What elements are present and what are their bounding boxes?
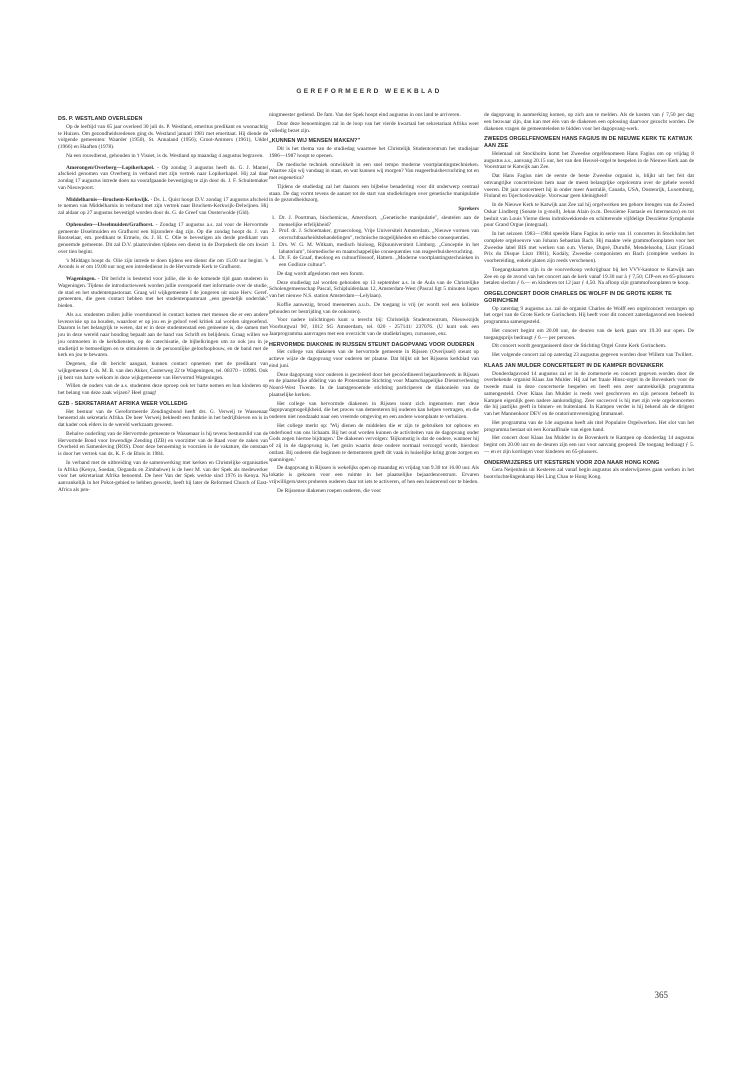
paragraph: Koffie aanwezig, brood meenemen a.u.b.. De toegang is vrij (er wordt wel een kollekte gehouden ter bestrijding van de onkosten). [269, 301, 479, 315]
paragraph: Gera Neijenhuis uit Kesteren zal vanaf begin augustus als onderwijzeres gaan werken in het bootvluchtelingenkamp Hei Ling Chau te Hong Kong. [484, 467, 694, 480]
paragraph: Op de leeftijd van 65 jaar overleed 30 juli ds. P. Westland, emeritus predikant en woonachtig te Huizen. Om gezondheidsredenen ging ds. Westland januari 1981 met emeritaat. Hij diende de volgende gemeenten: Waarder (1950), St. Annaland (1956), Groot-Ammers (1961), Uddel (1966) en Haaften (1978). [58, 123, 268, 150]
paragraph: Willen de ouders van de a.s. studenten deze oproep ook ter harte nemen en hun kinderen op het belang van deze zaak wijzen? Heel graag! [58, 383, 268, 396]
paragraph: Na een rouwdienst, gehouden in 't Visnet, is ds. Westland op maandag 4 augustus begraven. [66, 152, 264, 159]
article-title: ZWEEDS ORGELFENOMEEN HANS FAGIUS IN DE NIEUWE KERK TE KATWIJK AAN ZEE [484, 136, 693, 149]
paragraph-text: - Dit bericht is bestemd voor jullie, die in de komende tijd gaan studeren in Wageningen. Tijdens de introductieweek worden jullie overspoeld met informatie over de studie, de stad en het studentenpastoraat. Graag wil wijkgemeente I de jongeren uit onze Herv. Geref. gemeenten, die geen contact hebben met het studentenpastoraat „een geestelijk onderdak" bieden. [58, 276, 268, 309]
page-number: 365 [654, 990, 668, 1000]
speakers-list [269, 215, 479, 269]
paragraph: de dagopvang in aanmerking komen, op zich aan te melden. Als de kosten van ƒ 7,50 per dag een bezwaar zijn, dan kan met één van de diakenen een oplossing daarvoor gezocht worden. De diakenen vragen de gemeenteleden te bidden voor het dagopvang-werk. [484, 112, 694, 132]
paragraph: ningmeester gediend. De fam. Van der Spek hoopt eind augustus in ons land te arriveren. [269, 112, 461, 118]
article-title: „KUNNEN WIJ MENSEN MAKEN?" [269, 138, 361, 145]
paragraph: Het concert door Klaas Jan Mulder in de Bovenkerk te Kampen op donderdag 14 augustus begint om 20.00 uur en de deuren zijn een uur voor aanvang geopend. De toegang bedraagt ƒ 5.— en er zijn kortingen voor kinderen en 65-plussers. [484, 435, 694, 455]
article-title: KLAAS JAN MULDER CONCERTEERT IN DE KAMPER BOVENKERK [484, 362, 664, 369]
paragraph: Het college van diakenen van de hervormde gemeente in Rijssen (Overijssel) steunt op actieve wijze de dagopvang voor ouderen ter plaatse. Dat blijkt uit het Rijssens kerkblad van eind juni. [269, 349, 479, 369]
paragraph: Degenen, die dit bericht aangaat, kunnen contact opnemen met de predikant van wijkgemeente I, ds. M. B. van den Akker, Costerweg 22 te Wageningen, tel. 08370 - 10996. Ook jij bent van harte welkom in deze wijkgemeente van Hervormd Wageningen. [58, 361, 268, 381]
paragraph: Het concert begint om 20.00 uur, de deuren van de kerk gaan om 19.30 uur open. De toegangsprijs bedraagt ƒ 6.— per persoon. [484, 327, 694, 341]
speakers-heading: Sprekers [458, 206, 479, 212]
article-title: ONDERWIJZERES UIT KESTEREN VOOR ZOA NAAR HONG KONG [484, 459, 660, 466]
paragraph: De dag wordt afgesloten met een forum. [277, 270, 364, 277]
paragraph: Deze dagopvang voor ouderen is gecreëerd door het gecoördineerd bejaardenwerk in Rijssen en de plaatselijke afdeling van de Protestantse Stichting voor Maatschappelijke Dienstverlening Noord-West Twente. In de laatstgenoemde stichting participeren de diakonieën van de plaatselijke kerken. [269, 371, 479, 398]
paragraph-text: - Op zondag 3 augustus heeft ds. G. J. Mantel afscheid genomen van Overberg in verband met zijn vertrek naar Lopikerkapel. Hij zal daar zondag 17 augustus intrede doen na voorafgaande bevestiging te zijn door ds. J. F. Schuitemaker van Nieuwpoort. [58, 164, 268, 191]
paragraph: Het college merkt op: 'Wij dienen de middelen die er zijn te gebruiken tot opbouw en onderhoud van ons lichaam. Bij het oud worden kunnen de activiteiten van de dagopvang onder Gods zegen hiertoe bijdragen.' De diakenen vervolgen: 'Bijkomstig is dat de oudere, wanneer hij of zij in de dagopvang is, het gezin waarin deze oudere normaal verzorgd wordt, hierdoor ontlast. Bij ouderen die beginnen te dementeren geeft dit vaak in huiselijke kring grote zorgen en spanningen.' [269, 422, 479, 463]
paragraph: Het college van hervormde diakenen in Rijssen toont zich ingenomen met deze dagopvangmogelijkheid, die het proces van dementeren bij ouderen kan helpen vertragen, en die ouderen niet noodzaakt naar een vreemde omgeving en een andere woonplaats te verhuizen. [269, 400, 479, 420]
paragraph: Helemaal uit Stockholm komt het Zweedse orgelfenomeen Hans Fagius om op vrijdag 8 augustus a.s., aanvang 20.15 uur, het van den Heuvel-orgel te bespelen in de Nieuwe Kerk aan de Voorstraat te Katwijk aan Zee. [484, 150, 694, 171]
paragraph [58, 276, 268, 310]
paragraph: Voor nadere inlichtingen kunt u terecht bij: Christelijk Studentcentrum, Nieuwezijds Voorburgwal 96', 1012 SG Amsterdam, tel. 020 - 257141/ 237076. (U kunt ook een Jaarprogramma aanvragen met een overzicht van de studiekringen, cursussen, enz. [269, 317, 479, 337]
paragraph: De dagopvang in Rijssen is wekelijks open op maandag en vrijdag van 9.30 tot 16.00 uur. Als lokatie is gekozen voor een ruimte in het plaatselijke bejaardencentrum. Ervaren vrijwilligers/sters proberen ouderen daar tot iets te activeren, of hen een huisterend oor te bieden. [269, 465, 479, 485]
paragraph-lead: Amerongen/Overberg—Lopikerkapel. [66, 164, 155, 171]
article-title: HERVORMDE DIAKONIE IN RIJSSEN STEUNT DAGOPVANG VOOR OUDEREN [269, 341, 475, 348]
article-title: GZB - SEKRETARIAAT AFRIKA WEER VOLLEDIG [58, 400, 188, 407]
paragraph-lead: Opheusden—IJsselmuiden/Grafhorst. [66, 221, 154, 228]
article-title: DS. P. WESTLAND OVERLEDEN [58, 116, 143, 122]
paragraph: De Rijssense diakenen roepen ouderen, die voor [277, 487, 382, 494]
paragraph: Behalve ouderling van de Hervormde gemeente te Wassenaar is hij tevens bestuurslid van de Hervormde Bond voor Inwendige Zending (IZB) en voorzitter van de Raad voor de zaken van Overheid en Samenleving (ROS). Door deze benoeming is voorzien in de vakature, die ontstaan is door het vertrek van ds. K. F. de Blois in 1984. [58, 430, 268, 457]
paragraph: Dit concert wordt georganiseerd door de Stichting Orgel Grote Kerk Gorinchem. [492, 343, 667, 350]
paragraph: In de Nieuwe Kerk te Katwijk aan Zee zal hij orgelwerken ten gehore brengen van de Zweed Oskar Lindberg (Sonate in g-moll), Jehan Alain (o.m. Deuxième Fantasie en Intermezzo) en tot besluit van Louis Vierne diens indrukwekkende en schitterende vijfdelige Deuxième Symphonie pour Grand Orgue (integraal). [484, 202, 694, 229]
paragraph: Op zaterdag 9 augustus a.s. zal de organist Charles de Wolff een orgelconcert verzorgen op het orgel van de Grote Kerk te Gorinchem. Hij heeft voor dit concert zaterdagavond een boeiend programma samengesteld. [484, 305, 694, 325]
paragraph-lead: Middelharnis—Bruchem-Kerkwijk. [66, 196, 150, 203]
paragraph: Donderdagavond 14 augustus zal er in de zomerserie en concert gegeven worden door de overbekende organist Klaas Jan Mulder. Hij zal het fraaie Hinsz-orgel in de Bovenkerk voor de tweede maal in deze concertserie bespelen en heeft een zeer aantrekkelijk programma samengesteld. Over Klaas Jan Mulder is reeds veel geschreven en zijn persoon behoeft in Kampen eigenlijk geen nadere aankondiging. Zeer succesvol is hij met zijn vele orgelconcerten die hij jaarlijks geeft in binnen- en buitenland. In Kampen verder is hij bekend als de dirigent van het Mannenkoor DEV en de oratoriumvereniging Immanuel. [484, 370, 694, 417]
paragraph: Als a.s. studenten zullen jullie voortdurend in contact komen met mensen die er een andere levensvisie op na houden, waardoor er op jou en je geloof veel kritiek zal worden uitgeoefend. Daarom is het belangrijk te weten, dat er in deze studentenstad een gemeente is, die samen met jou in deze wereld naar houding bepaalt aan de hand van Schrift en belijdenis. Graag willen we jou ontmoeten in de kerkdiensten, op de catechisatie, de bijbelkringen om zo ook jou in je studietijd te bemoedigen en te stimuleren in de persoonlijke geloofsopbouw, en de band met de kerk en jou te bewaren. [58, 311, 268, 359]
column-3 [484, 112, 694, 483]
paragraph: Deze studiedag zal worden gehouden op 13 september a.s. in de Aula van de Christelijke Scholengemeenschap Pascal, Schipluidenlaan 12, Amsterdam-West (Pascal ligt 5 minuten lopen van het nieuwe N.S. station Amsterdam—Lelylaan). [269, 279, 479, 299]
paragraph: Het volgende concert zal op zaterdag 23 augustus gegeven worden door Willem van Twillert. [492, 352, 693, 358]
paragraph: Het programma van de 14e augustus heeft als titel Populaire Orgelwerken. Het slot van het programma bestaat uit een Koraalfinale van eigen hand. [484, 419, 694, 433]
paragraph: Dit is het thema van de studiedag waarmee het Christelijk Studentcentrum het studiejaar 1986—1987 hoopt te openen. [269, 146, 479, 159]
paragraph: In het seizoen 1983—1984 speelde Hans Fagius in serie van 11 concerten in Stockholm het complete orgeloeuvre van Johann Sebastian Bach. Hij maakte vele grammofoonplaten voor het Zweedse label BIS met werken van o.m. Vierne, Dupré, Duruflé, Mendelssohn, Liszt (Grand Prix du Disque Liszt 1981), Kodály, Zweedse componisten en Bach (complete werken in voorbereiding, enkele platen zijn reeds verschenen). [484, 231, 694, 264]
paragraph [58, 165, 268, 192]
paragraph: De medische techniek ontwikkelt in een snel tempo moderne voortplantingstechnieken. Waartoe zijn wij vandaag in staat, en wat kunnen wij morgen? Van reageerbuisbevruchting tot en met eugenetica? [269, 161, 479, 181]
paragraph: Toegangskaarten zijn in de voorverkoop verkrijgbaar bij het VVV-kantoor te Katwijk aan Zee en op de avond van het concert aan de kerk vanaf 19.30 uur à ƒ 7,50; CJP-ers en 65-plussers betalen slechts ƒ 6.— en kinderen tot 12 jaar ƒ 4,50. Na afloop zijn grammofoonplaten te koop. [484, 266, 694, 287]
paragraph-text: - Zondag 17 augustus a.s. zal voor de Hervormde gemeente IJsselmuiden en Grafhorst een bijzondere dag zijn. Op die zondag hoopt ds. J. van Rootselaar, em. predikant te Ermelo, ds. J. H. C. Olie te bevestigen als derde predikant van genoemde gemeente. Dit zal D.V. plaatsvinden tijdens een dienst in de Dorpskerk die om kwart over tien begint. [58, 221, 268, 255]
paragraph: Het bestuur van de Gereformeerde Zendingsbond heeft drs. G. Verweij te Wassenaar benoemd als sekretaris Afrika. De heer Verweij bekleedt een funktie in het bedrijfsleven en is in dat kader ook elders in de wereld werkzaam geweest. [58, 408, 268, 428]
paragraph [58, 222, 268, 256]
paragraph-lead: Wageningen. [66, 276, 96, 282]
paragraph: In verband met de uitbreiding van de samenwerking met kerken en Christelijke organisaties in Afrika (Kenya, Soedan, Oeganda en Zimbabwe) is de heer M. van der Spek als medewerker voor het sekretariaat Afrika benoemd. De heer Van der Spek werkte sind 1976 in Kenya. Na aanvankelijk in het Pokot-gebied te hebben gewerkt, heeft hij later de Reformed Church of East-Africa als pen- [58, 459, 268, 493]
column-2 [269, 112, 479, 496]
paragraph: Dat Hans Fagius niet de eerste de beste Zweedse organist is, blijkt uit het feit dat omvangrijke concertreizen hem naar de meest belangrijke orgelcentra over de gehele wereld voeren. Dit jaar concerteert hij in onder meer Australië, Canada, USA, Oostenrijk, Luxemburg, Finland en Tsjechoslowakije. Voorwaar geen kleinigheid! [484, 173, 694, 200]
paragraph-text: - Ds. L. Quist hoopt D.V. zondag 17 augustus afscheid te nemen van Middelharnis in verband met zijn vertrek naar Bruchem-Kerkwijk-Delwijnen. Hij zal aldaar op 27 augustus bevestigd worden door ds. G. de Greef van Oosterwolde (Gld). [58, 196, 268, 216]
list-item: 3. Drs. W. G. M. Witkam, medisch bioloog, Rijksuniversiteit Limburg. „Conceptie in het labatorium", biomedische en maatschappelijke consequenties van reageerbuisbevruchting. [277, 242, 479, 256]
masthead: GEREFORMEERD WEEKBLAD [296, 88, 442, 95]
column-1 [58, 112, 268, 496]
list-item: 2. Prof. dr. J. Schoemaker, gynaecoloog, Vrije Universiteit Amsterdam. „Nieuwe vormen van onvruchtbaarheidsbehandelingen", technische mogelijkheden en ethische consequenties. [277, 228, 479, 242]
paragraph: Door deze benoemingen zal in de loop van het vierde kwartaal het sekretariaat Afrika weer volledig bezet zijn. [269, 120, 479, 134]
list-item: 1. Dr. J. Poortman, biochemicus, Amersfoort. „Genetische manipulatie", sleutelen aan de menselijke erfelijkheid? [277, 215, 479, 229]
article-title: ORGELCONCERT DOOR CHARLES DE WOLFF IN DE GROTE KERK TE GORINCHEM [484, 291, 672, 304]
list-item: 4. Dr. F. de Graaf, theoloog en cultuurfilosoof, Hattem. „Moderne voortplantingstechnieken in een Godloze cultuur". [277, 255, 479, 269]
paragraph [58, 197, 268, 217]
paragraph: 's Middags hoopt ds. Olie zijn intrede te doen tijdens een dienst die om 15.00 uur begint. 's Avonds is er om 19.00 uur nog een intrededienst in de Hervormde Kerk te Grafhorst. [58, 257, 268, 271]
paragraph: Tijdens de studiedag zal het daarom een bijbelse benadering voor dit onderwerp centraal staan. De dag vormt tevens de aanzet tot de start van studiekringen over genetische manipulatie in de gezondheidszorg. [269, 183, 479, 204]
